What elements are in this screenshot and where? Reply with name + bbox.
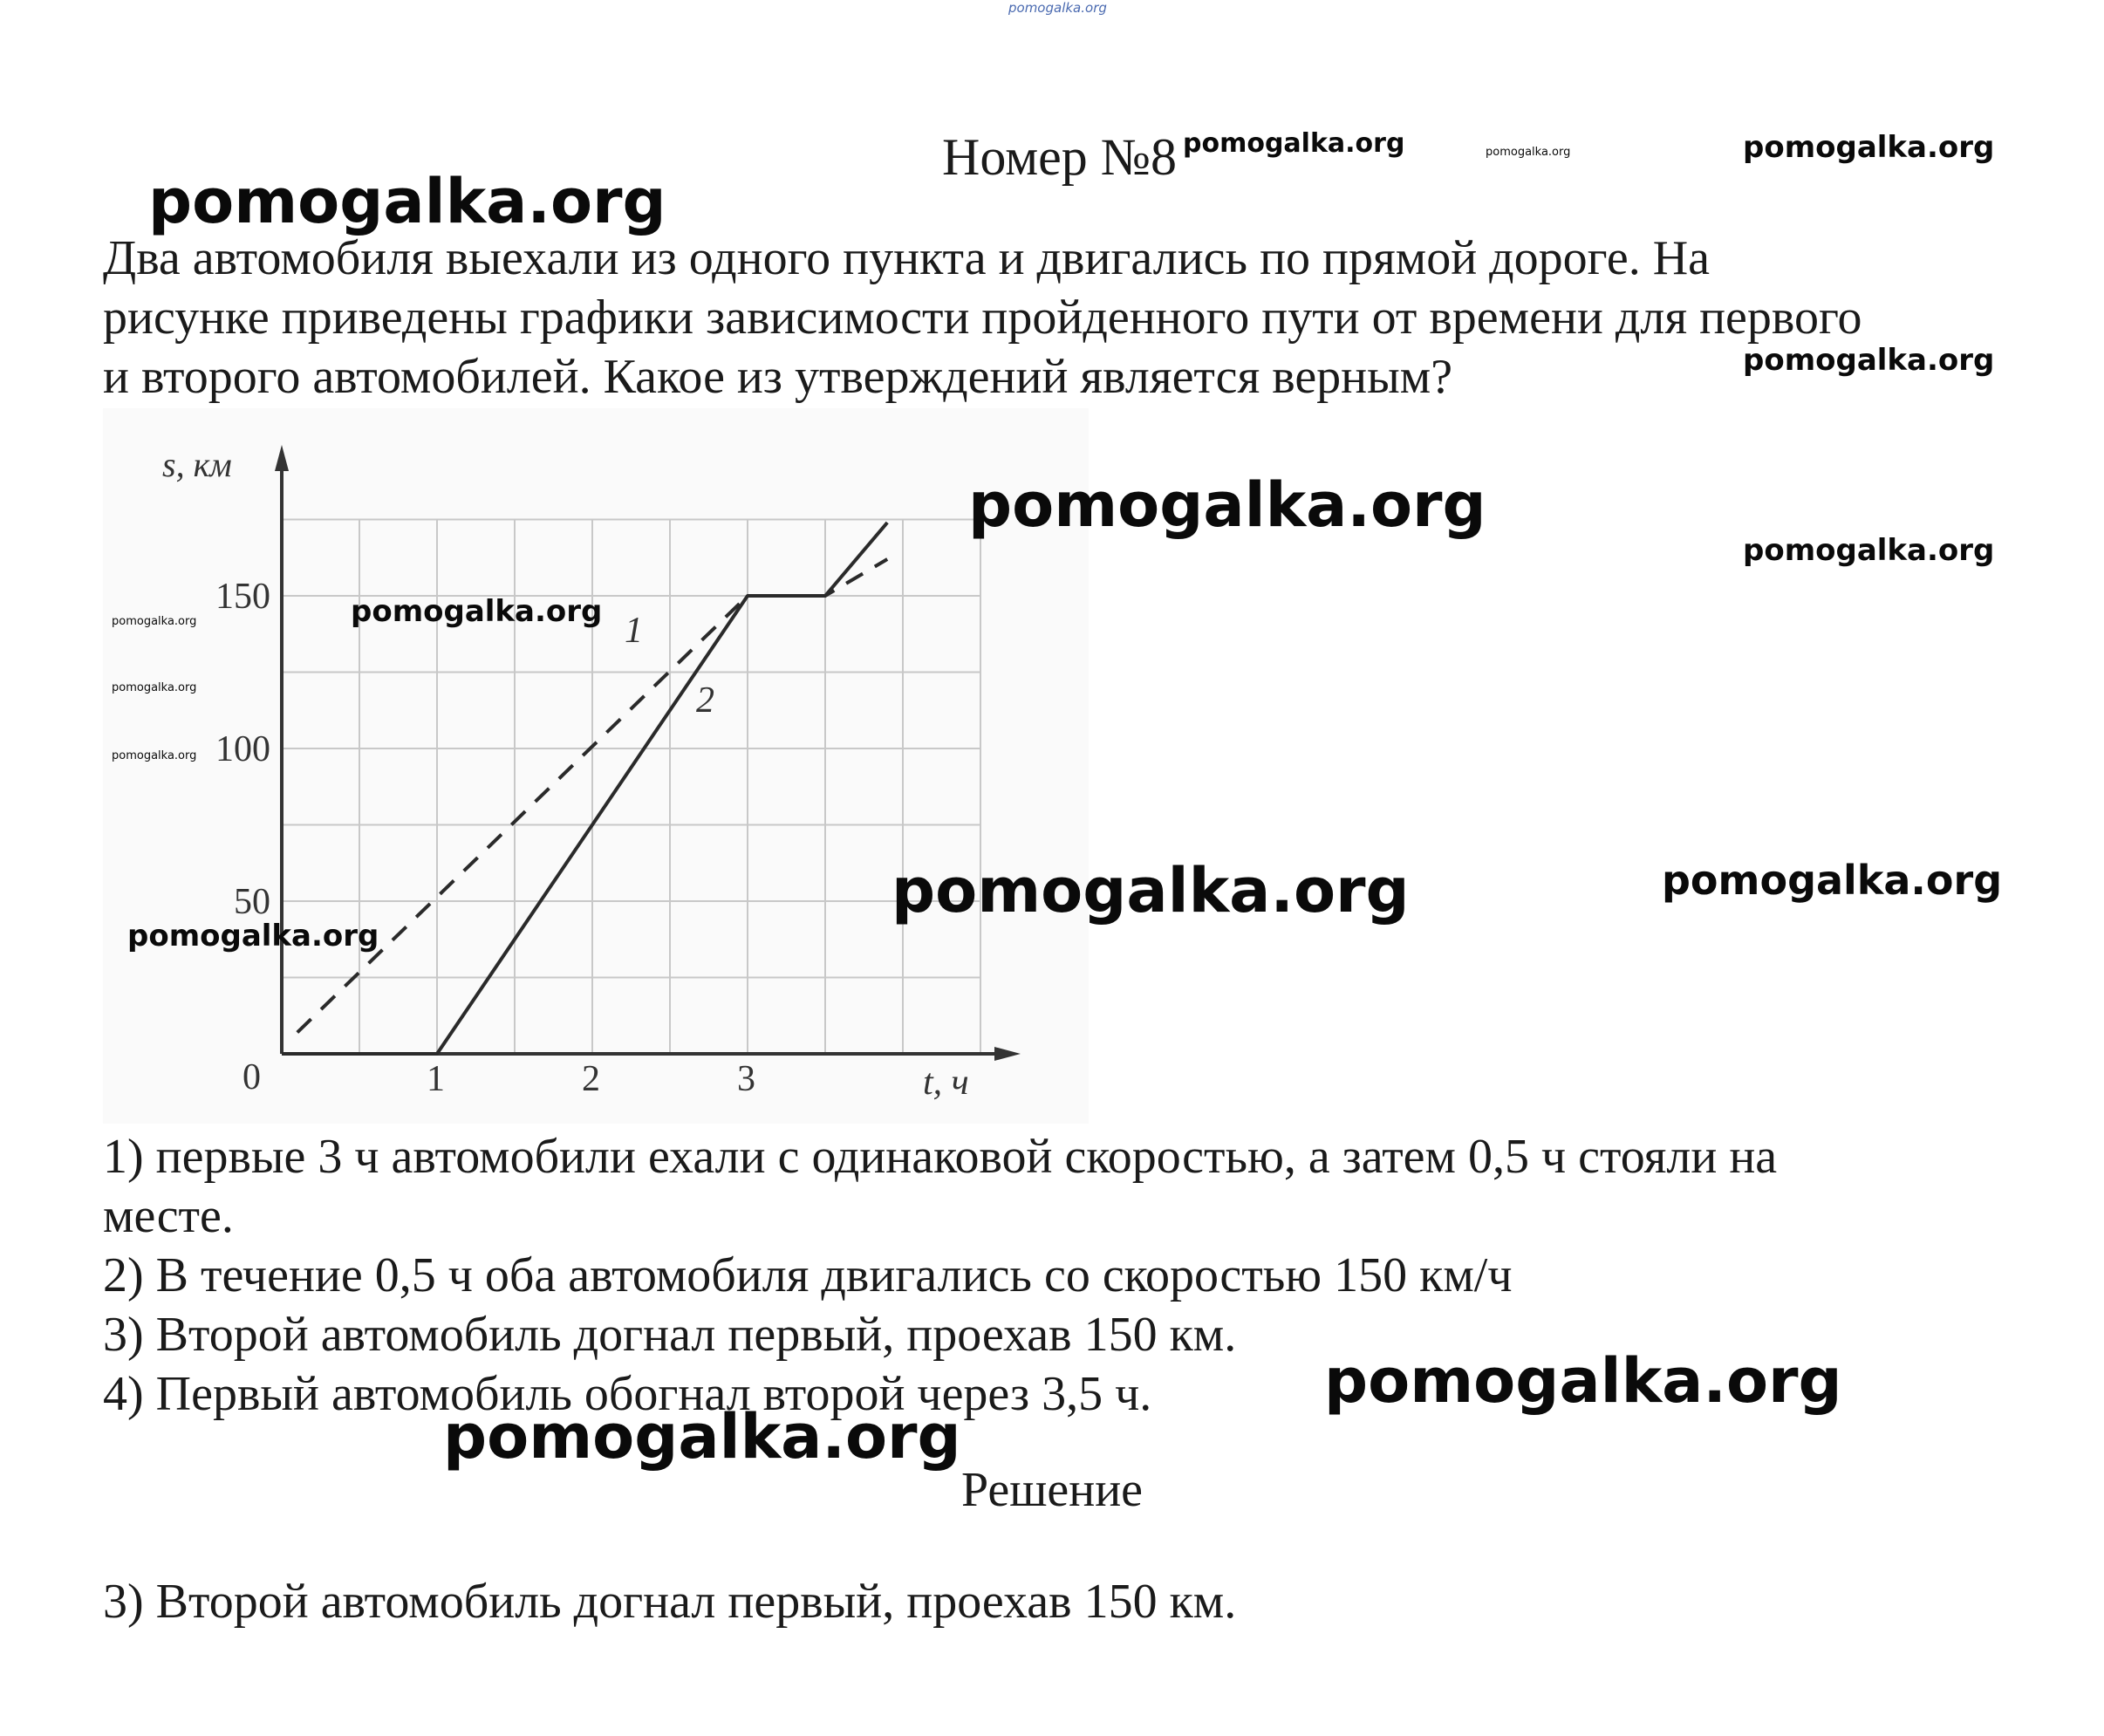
y-tick-label: 50 [234,882,270,922]
watermark-right-3: pomogalka.org [1662,857,2003,904]
y-tick-label: 100 [215,729,270,769]
y-tick-label: 150 [215,577,270,617]
watermark-right-1: pomogalka.org [1743,343,1995,378]
solution-heading: Решение [961,1463,1144,1517]
watermark-top-left: pomogalka.org [148,166,666,237]
x-tick-label: 3 [737,1059,755,1099]
top-site-link[interactable]: pomogalka.org [1008,0,1107,16]
origin-label: 0 [243,1057,261,1097]
y-axis-label: s, км [162,445,232,484]
watermark-top-right: pomogalka.org [1743,130,1995,165]
option-1: 1) первые 3 ч автомобили ехали с одинаковой скоростью, а затем 0,5 ч стояли на [103,1130,1778,1184]
x-axis-label: t, ч [923,1063,969,1103]
option-3: 3) Второй автомобиль догнал первый, проехав 150 км. [103,1308,1237,1362]
option-1-cont: месте. [103,1189,234,1243]
watermark-chart-inner: pomogalka.org [351,594,603,629]
watermark-right-2: pomogalka.org [1743,533,1995,568]
watermark-chart-left: pomogalka.org [127,919,379,953]
option-4: 4) Первый автомобиль обогнал второй через 3,5 ч. [103,1367,1152,1421]
option-2: 2) В течение 0,5 ч оба автомобиля двигались со скоростью 150 км/ч [103,1248,1513,1302]
watermark-options-right: pomogalka.org [1324,1345,1842,1417]
watermark-small-left-3: pomogalka.org [112,749,197,762]
solution-answer: 3) Второй автомобиль догнал первый, проехав 150 км. [103,1575,1237,1629]
watermark-mid: pomogalka.org [891,855,1410,926]
watermark-tiny-top: pomogalka.org [1486,146,1571,159]
distance-time-chart [103,408,1089,1141]
question-line-2: рисунке приведены графики зависимости пройденного пути от времени для первого [103,290,1862,345]
watermark-options-left: pomogalka.org [443,1401,961,1473]
watermark-small-left-1: pomogalka.org [112,615,197,628]
question-line-1: Два автомобиля выехали из одного пункта и двигались по прямой дороге. На [103,231,1711,285]
curve-label-2: 2 [696,680,714,721]
curve-label-1: 1 [625,611,643,651]
watermark-chart-right: pomogalka.org [968,469,1486,541]
page-title: Номер №8 [942,128,1178,186]
x-tick-label: 2 [582,1059,600,1099]
x-tick-label: 1 [427,1059,445,1099]
watermark-title-right: pomogalka.org [1183,128,1405,159]
question-line-3: и второго автомобилей. Какое из утверждений является верным? [103,350,1453,404]
watermark-small-left-2: pomogalka.org [112,681,197,694]
